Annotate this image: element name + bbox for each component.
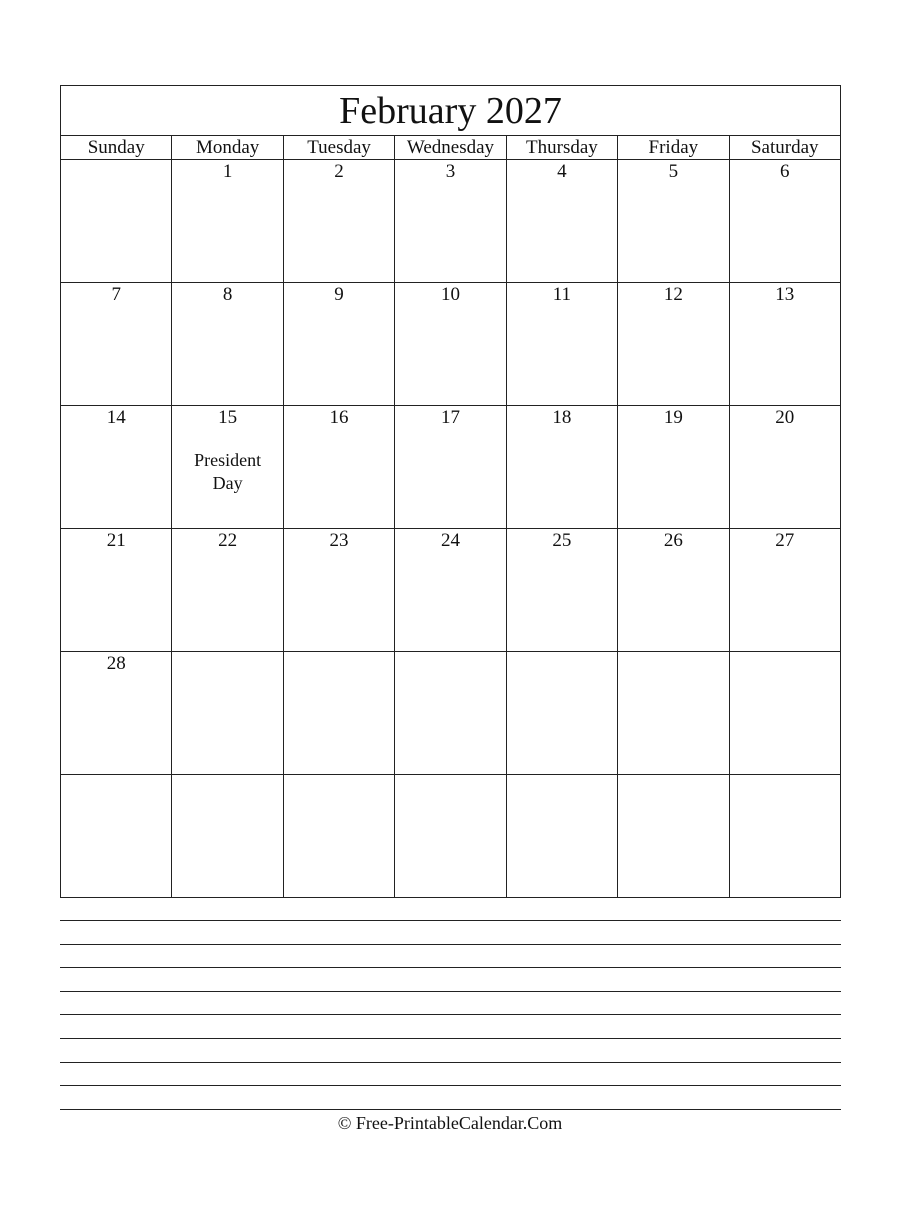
week-row bbox=[61, 160, 840, 283]
day-cell bbox=[395, 406, 506, 528]
week-row bbox=[61, 406, 840, 529]
day-cell bbox=[172, 406, 283, 528]
day-cell bbox=[618, 160, 729, 282]
weekday-header-thursday: Thursday bbox=[507, 136, 618, 159]
day-cell bbox=[284, 160, 395, 282]
day-cell bbox=[730, 775, 840, 897]
weekday-header-tuesday: Tuesday bbox=[284, 136, 395, 159]
note-line bbox=[60, 967, 841, 968]
weekday-header-saturday: Saturday bbox=[750, 137, 819, 158]
day-cell bbox=[172, 529, 283, 651]
day-number: 1 bbox=[222, 161, 233, 182]
week-row bbox=[61, 529, 840, 652]
day-number: 24 bbox=[440, 530, 460, 551]
day-cell bbox=[618, 775, 729, 897]
day-cell bbox=[507, 775, 618, 897]
day-number: 23 bbox=[329, 530, 349, 551]
day-cell bbox=[618, 283, 729, 405]
weekday-header-monday: Monday bbox=[172, 136, 283, 159]
day-cell bbox=[395, 283, 506, 405]
day-number: 4 bbox=[557, 161, 567, 182]
day-number: 16 bbox=[329, 407, 349, 428]
day-number: 7 bbox=[111, 284, 121, 305]
day-cell bbox=[395, 160, 506, 282]
note-line bbox=[60, 1062, 841, 1063]
day-cell bbox=[395, 775, 506, 897]
day-cell bbox=[507, 406, 618, 528]
day-cell bbox=[172, 775, 283, 897]
note-line bbox=[60, 1014, 841, 1015]
week-row bbox=[61, 283, 840, 406]
day-cell bbox=[172, 283, 283, 405]
note-line bbox=[60, 991, 841, 992]
day-number: 2 bbox=[334, 161, 344, 182]
day-number: 6 bbox=[779, 161, 790, 182]
day-cell bbox=[730, 652, 840, 774]
note-line bbox=[60, 1109, 841, 1110]
day-cell bbox=[284, 775, 395, 897]
note-line bbox=[60, 944, 841, 945]
weekday-header-row bbox=[61, 136, 840, 160]
day-number: 20 bbox=[775, 407, 795, 428]
footer-credit: © Free-PrintableCalendar.Com bbox=[337, 1113, 563, 1133]
day-cell bbox=[284, 283, 395, 405]
day-cell bbox=[395, 529, 506, 651]
note-line bbox=[60, 1038, 841, 1039]
day-number: 3 bbox=[445, 161, 456, 182]
day-cell bbox=[61, 283, 172, 405]
weeks-container bbox=[61, 160, 840, 897]
day-cell bbox=[61, 529, 172, 651]
day-cell bbox=[61, 775, 172, 897]
day-cell bbox=[618, 529, 729, 651]
day-cell bbox=[61, 406, 172, 528]
day-cell bbox=[172, 160, 283, 282]
note-line bbox=[60, 1085, 841, 1086]
day-cell bbox=[730, 283, 840, 405]
day-number: 13 bbox=[775, 284, 795, 305]
calendar-title: February 2027 bbox=[61, 86, 840, 136]
day-number: 25 bbox=[552, 530, 572, 551]
day-number: 26 bbox=[663, 530, 683, 551]
day-number: 9 bbox=[334, 284, 344, 305]
day-number: 5 bbox=[668, 161, 679, 182]
day-number: 10 bbox=[440, 284, 460, 305]
day-cell bbox=[730, 160, 840, 282]
day-cell bbox=[507, 529, 618, 651]
day-cell bbox=[507, 160, 618, 282]
day-cell bbox=[507, 652, 618, 774]
day-number: 11 bbox=[552, 284, 572, 305]
week-row bbox=[61, 775, 840, 897]
holiday-label: President Day bbox=[194, 450, 262, 493]
weekday-header-wednesday: Wednesday bbox=[395, 136, 506, 159]
day-cell bbox=[618, 652, 729, 774]
day-cell bbox=[618, 406, 729, 528]
calendar-grid bbox=[60, 85, 841, 898]
weekday-header-sunday: Sunday bbox=[61, 136, 172, 159]
day-cell bbox=[284, 529, 395, 651]
day-number: 22 bbox=[218, 530, 238, 551]
day-cell bbox=[284, 652, 395, 774]
day-number: 18 bbox=[552, 407, 572, 428]
note-line bbox=[60, 920, 841, 921]
day-number: 14 bbox=[106, 407, 126, 428]
day-number: 17 bbox=[440, 407, 460, 428]
day-number: 28 bbox=[106, 653, 126, 674]
week-row bbox=[61, 652, 840, 775]
day-cell bbox=[61, 652, 172, 774]
day-number: 27 bbox=[775, 530, 795, 551]
day-number: 12 bbox=[663, 284, 683, 305]
weekday-header-friday: Friday bbox=[618, 136, 729, 159]
day-cell bbox=[395, 652, 506, 774]
day-cell bbox=[172, 652, 283, 774]
day-number: 15 bbox=[218, 407, 238, 428]
day-number: 21 bbox=[106, 530, 126, 551]
day-cell bbox=[284, 406, 395, 528]
day-number: 8 bbox=[222, 284, 233, 305]
day-cell bbox=[730, 529, 840, 651]
day-cell bbox=[730, 406, 840, 528]
day-cell bbox=[507, 283, 618, 405]
day-cell bbox=[61, 160, 172, 282]
notes-area bbox=[60, 920, 841, 1132]
day-number: 19 bbox=[663, 407, 683, 428]
